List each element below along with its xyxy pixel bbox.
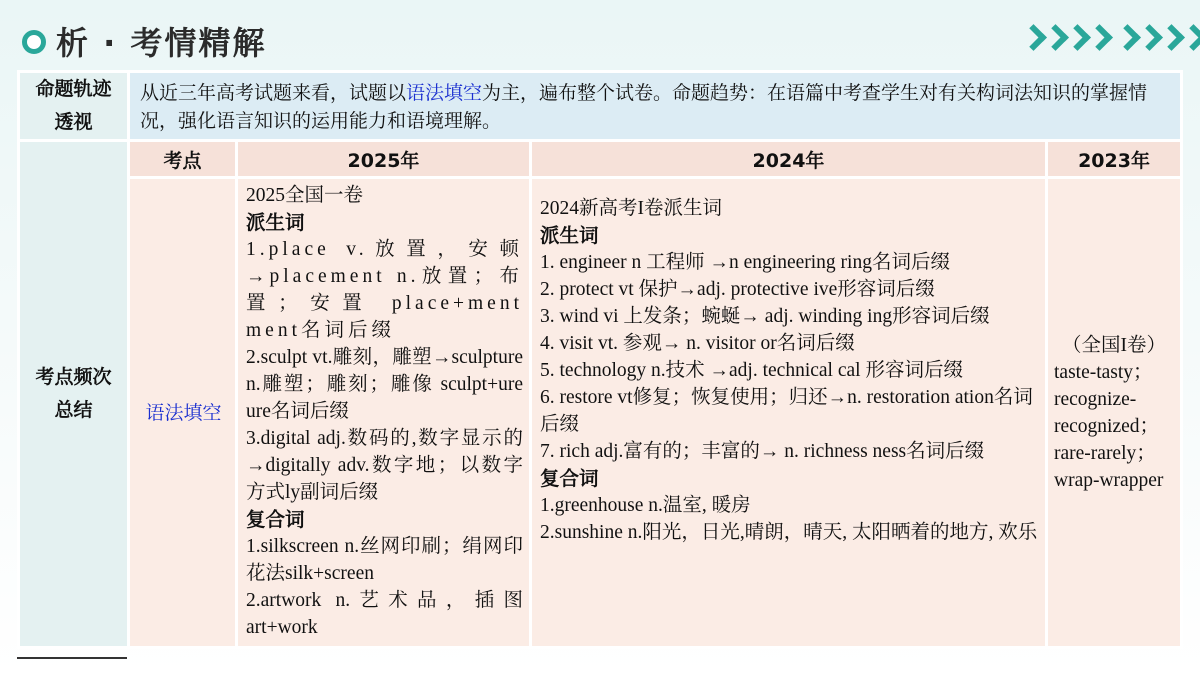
exam-analysis-table — [17, 70, 1183, 649]
trend-description: 从近三年高考试题来看，试题以语法填空为主，遍布整个试卷。命题趋势：在语篇中考查学生对有关构词法知识的掌握情况，强化语言知识的运用能力和语境理解。 — [129, 72, 1182, 141]
trend-label: 命题轨迹 透视 — [19, 72, 129, 141]
cell-2023: （全国I卷） taste-tasty； recognize-recognized； rare-rarely； wrap-wrapper — [1047, 178, 1182, 648]
cell-2025: 2025全国一卷 派生词 1.place v.放置，安顿→placement n.放置；布置；安置 place+ment ment名词后缀 2.sculpt vt.雕刻，雕塑→sculpture n.雕塑；雕刻；雕像 sculpt+ure ure名词后缀 3.digital adj.数码的,数字显示的→digitally adv.数字地；以数字方式ly副词后缀 复合词 1.silkscreen n.丝网印刷；绢网印花法silk+screen 2.artwork n.艺术品，插图art+work — [237, 178, 531, 648]
kaodian-cell: 语法填空 — [129, 178, 237, 648]
column-header-2025: 2025年 — [237, 141, 531, 178]
column-header-kaodian: 考点 — [129, 141, 237, 178]
cell-2024: 2024新高考I卷派生词 派生词 1. engineer n 工程师 →n engineering ring名词后缀 2. protect vt 保护→adj. protective ive形容词后缀 3. wind vi 上发条；蜿蜒→ adj. winding ing形容词后缀 4. visit vt. 参观→ n. visitor or名词后缀 5. technology n.技术 →adj. technical cal 形容词后缀 6. restore vt修复；恢复使用；归还→n. restoration ation名词后缀 7. rich adj.富有的；丰富的→ n. richness ness名词后缀 复合词 1.greenhouse n.温室, 暖房 2.sunshine n.阳光，日光,晴朗，晴天, 太阳晒着的地方, 欢乐 — [531, 178, 1047, 648]
ring-bullet-icon — [22, 30, 46, 54]
trend-row — [19, 72, 1182, 141]
column-header-2024: 2024年 — [531, 141, 1047, 178]
header-row — [19, 141, 1182, 178]
chevron-right-icon — [1118, 28, 1200, 54]
divider — [17, 657, 127, 659]
page-title: 析 · 考情精解 — [56, 24, 267, 62]
page-header — [0, 0, 1200, 70]
column-header-2023: 2023年 — [1047, 141, 1182, 178]
frequency-label: 考点频次 总结 — [19, 141, 129, 648]
content-row — [19, 178, 1182, 648]
chevron-right-icon — [1024, 28, 1112, 54]
highlight-term: 语法填空 — [406, 82, 483, 104]
